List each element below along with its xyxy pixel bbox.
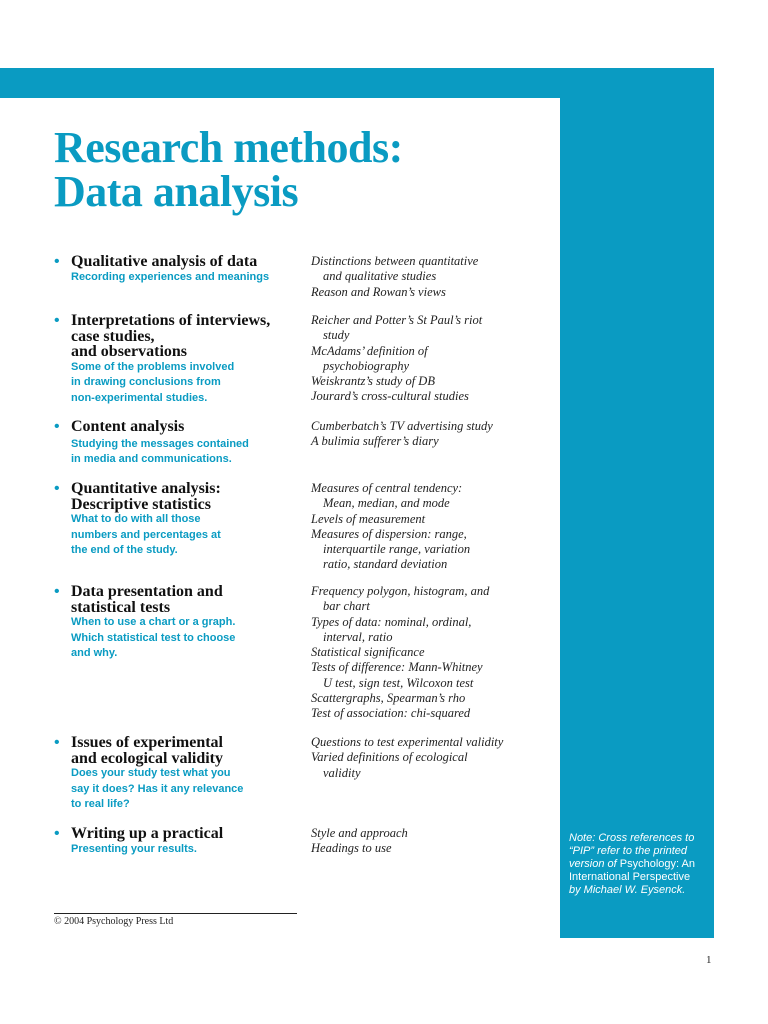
subtitle-line: What to do with all those — [71, 513, 201, 525]
section-subtitle — [71, 766, 301, 813]
topic-line: Questions to test experimental validity — [311, 735, 504, 749]
section-heading — [71, 735, 301, 766]
section-left-column — [71, 254, 301, 285]
topic-line: Weiskrantz’s study of DB — [311, 374, 435, 389]
subtitle-line: Studying the messages contained — [71, 437, 249, 450]
topic-line: bar chart — [323, 599, 370, 614]
subtitle-line: in media and communications. — [71, 453, 232, 465]
heading-line: statistical tests — [71, 598, 171, 616]
subtitle-line: non-experimental studies. — [71, 391, 208, 404]
section-topics — [311, 826, 551, 857]
section-left-column — [71, 481, 301, 559]
section-topics — [311, 584, 551, 722]
topic-line: interval, ratio — [323, 629, 393, 644]
topic-line: Test of association: chi-squared — [311, 706, 471, 721]
topic-line: validity — [323, 765, 361, 780]
page-title — [54, 123, 403, 216]
side-panel — [560, 68, 714, 938]
topic-line: Levels of measurement — [311, 511, 426, 526]
subtitle-line: Recording experiences and meanings — [71, 270, 270, 283]
note-book-title: Psychology: An International Perspective — [569, 858, 695, 883]
section-topics — [311, 735, 551, 781]
topic-line: Jourard’s cross-cultural studies — [311, 389, 469, 404]
subtitle-line: numbers and percentages at — [71, 528, 221, 541]
section-topics — [311, 481, 551, 573]
subtitle-line: the end of the study. — [71, 544, 178, 556]
topic-line: Headings to use — [311, 841, 392, 856]
section-topics — [311, 419, 551, 450]
topic-line: study — [323, 328, 350, 343]
heading-line: Issues of experimental — [71, 734, 223, 751]
bullet-icon: • — [54, 583, 60, 600]
topic-line: Reason and Rowan’s views — [311, 284, 446, 299]
section-heading — [71, 419, 301, 435]
cross-reference-note — [569, 832, 704, 897]
bullet-icon: • — [54, 734, 60, 751]
topic-line: Distinctions between quantitative — [311, 254, 479, 268]
topic-line: and qualitative studies — [323, 269, 437, 284]
topic-line: U test, sign test, Wilcoxon test — [323, 675, 474, 690]
page-number: 1 — [706, 954, 712, 966]
heading-line: Data presentation and — [71, 583, 223, 600]
subtitle-line: to real life? — [71, 798, 130, 810]
topic-line: Measures of central tendency: — [311, 481, 463, 495]
note-author: by Michael W. Eysenck. — [569, 884, 686, 896]
topic-line: Statistical significance — [311, 645, 425, 660]
topic-line: interquartile range, variation — [323, 542, 471, 557]
section-subtitle — [71, 437, 301, 468]
bullet-icon: • — [54, 825, 60, 842]
section-heading — [71, 254, 301, 270]
topic-line: Scattergraphs, Spearman’s rho — [311, 691, 466, 706]
topic-line: psychobiography — [323, 358, 410, 373]
section-left-column — [71, 826, 301, 857]
topic-line: Cumberbatch’s TV advertising study — [311, 419, 493, 433]
topic-line: Measures of dispersion: range, — [311, 526, 467, 541]
section-heading — [71, 826, 301, 842]
bullet-icon: • — [54, 312, 60, 329]
title-line-1: Research methods: — [54, 123, 403, 172]
footer-rule — [54, 913, 297, 914]
section-topics — [311, 313, 551, 405]
topic-line: McAdams’ definition of — [311, 343, 428, 358]
subtitle-line: Which statistical test to choose — [71, 631, 236, 644]
subtitle-line: When to use a chart or a graph. — [71, 616, 236, 628]
section-left-column — [71, 735, 301, 813]
subtitle-line: say it does? Has it any relevance — [71, 782, 244, 795]
subtitle-line: Presenting your results. — [71, 842, 197, 855]
section-heading — [71, 481, 301, 512]
section-left-column — [71, 584, 301, 662]
section-heading — [71, 584, 301, 615]
topic-line: A bulimia sufferer’s diary — [311, 434, 439, 449]
title-line-2: Data analysis — [54, 167, 299, 216]
topic-line: Mean, median, and mode — [323, 496, 450, 511]
topic-line: ratio, standard deviation — [323, 557, 448, 572]
subtitle-line: and why. — [71, 647, 118, 659]
section-left-column — [71, 419, 301, 468]
heading-line: and ecological validity — [71, 749, 223, 767]
subtitle-line: in drawing conclusions from — [71, 376, 221, 388]
note-text-italic: Note: Cross references to “PIP” refer to the printed version of — [569, 832, 695, 870]
topic-line: Reicher and Potter’s St Paul’s riot — [311, 313, 483, 327]
bullet-icon: • — [54, 480, 60, 497]
subtitle-line: Some of the problems involved — [71, 360, 235, 373]
section-subtitle — [71, 512, 301, 559]
section-subtitle — [71, 615, 301, 662]
topic-line: Tests of difference: Mann-Whitney — [311, 660, 483, 675]
heading-line: Writing up a practical — [71, 825, 224, 842]
subtitle-line: Does your study test what you — [71, 767, 231, 779]
copyright: © 2004 Psychology Press Ltd — [54, 916, 174, 927]
heading-line: case studies, — [71, 327, 155, 345]
section-subtitle — [71, 270, 301, 286]
topic-line: Types of data: nominal, ordinal, — [311, 614, 472, 629]
section-topics — [311, 254, 551, 300]
heading-line: Content analysis — [71, 418, 185, 435]
heading-line: Quantitative analysis: — [71, 480, 221, 497]
section-subtitle — [71, 360, 301, 407]
section-heading — [71, 313, 301, 360]
section-left-column — [71, 313, 301, 406]
heading-line: Interpretations of interviews, — [71, 312, 271, 329]
heading-line: Qualitative analysis of data — [71, 253, 258, 270]
topic-line: Varied definitions of ecological — [311, 750, 468, 765]
bullet-icon: • — [54, 253, 60, 270]
bullet-icon: • — [54, 418, 60, 435]
heading-line: and observations — [71, 343, 188, 360]
section-subtitle — [71, 842, 301, 858]
topic-line: Style and approach — [311, 826, 408, 840]
topic-line: Frequency polygon, histogram, and — [311, 584, 490, 598]
heading-line: Descriptive statistics — [71, 495, 211, 513]
